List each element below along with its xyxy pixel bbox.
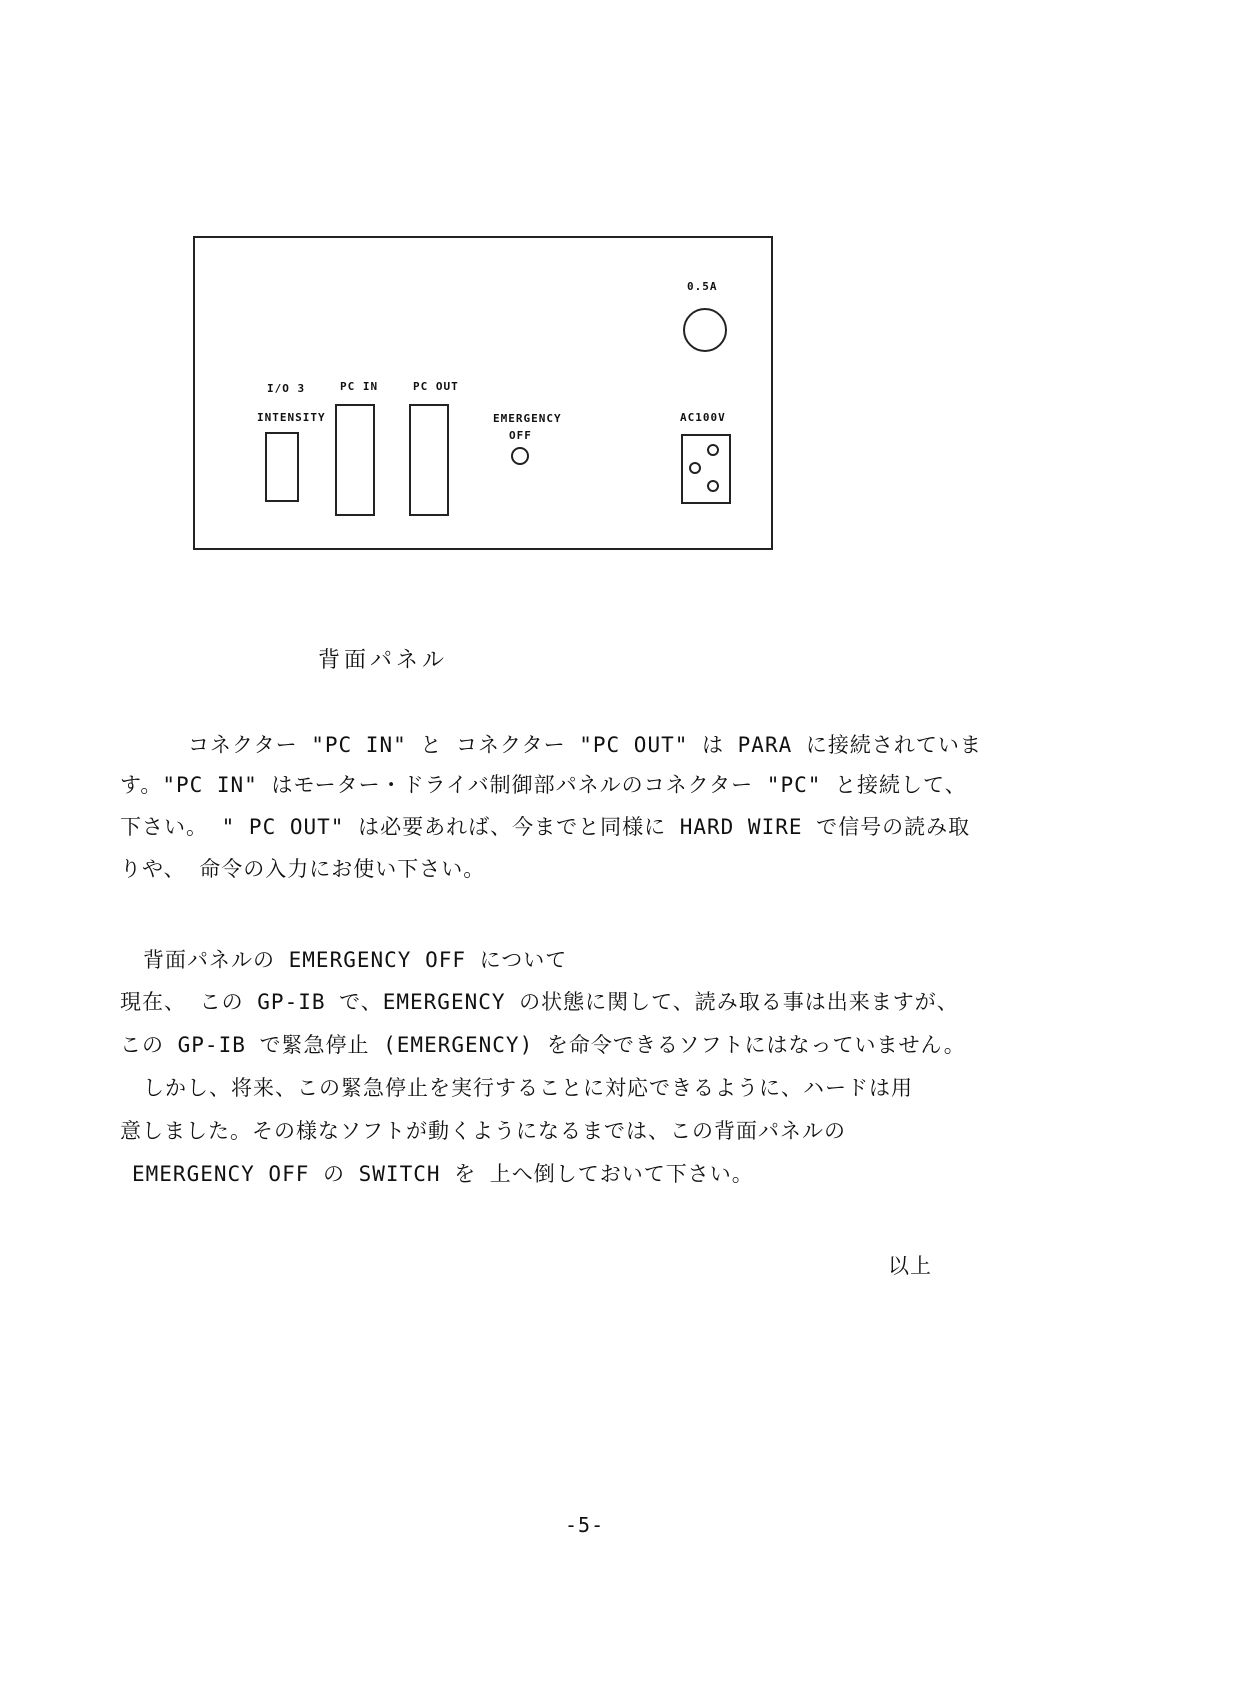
paragraph1-line1: コネクター "PC IN" と コネクター "PC OUT" は PARA に接続されていま [188,733,982,757]
closing-remark: 以上 [888,1254,932,1278]
emergency-label: EMERGENCY [493,412,562,425]
pc-out-connector [409,404,449,516]
ac-pin-left [689,462,701,474]
emergency-off-switch [511,447,529,465]
paragraph1-line4: りや、 命令の入力にお使い下さい。 [120,857,486,881]
off-label: OFF [509,429,532,442]
paragraph1-line3: 下さい。 " PC OUT" は必要あれば、今までと同様に HARD WIRE で信号の読み取 [120,815,971,839]
diagram-caption: 背面パネル [318,648,449,673]
paragraph1-line2: す。"PC IN" はモーター・ドライバ制御部パネルのコネクター "PC" と接続して、 [120,773,967,797]
intensity-connector [265,432,299,502]
rear-panel-diagram [193,236,773,550]
paragraph2-line1: 現在、 この GP-IB で、EMERGENCY の状態に関して、読み取る事は出来ますが、 [120,990,959,1014]
fuse-holder [683,308,727,352]
io-label: I/O 3 [267,382,306,395]
pc-out-label: PC OUT [413,380,459,393]
pc-in-label: PC IN [340,380,379,393]
paragraph2-heading: 背面パネルの EMERGENCY OFF について [143,948,568,972]
ac-label: AC100V [680,411,726,424]
ac-pin-top [707,444,719,456]
paragraph2-line5: EMERGENCY OFF の SWITCH を 上へ倒しておいて下さい。 [132,1162,754,1186]
paragraph2-line2: この GP-IB で緊急停止 (EMERGENCY) を命令できるソフトにはなっていません。 [120,1033,966,1057]
intensity-label: INTENSITY [257,411,326,424]
ac-inlet [681,434,731,504]
paragraph2-line3: しかし、将来、この緊急停止を実行することに対応できるように、ハードは用 [143,1076,913,1100]
paragraph2-line4: 意しました。その様なソフトが動くようになるまでは、この背面パネルの [120,1119,846,1143]
fuse-label: 0.5A [687,280,718,293]
ac-pin-bottom [707,480,719,492]
page-number: -5- [565,1513,605,1537]
pc-in-connector [335,404,375,516]
